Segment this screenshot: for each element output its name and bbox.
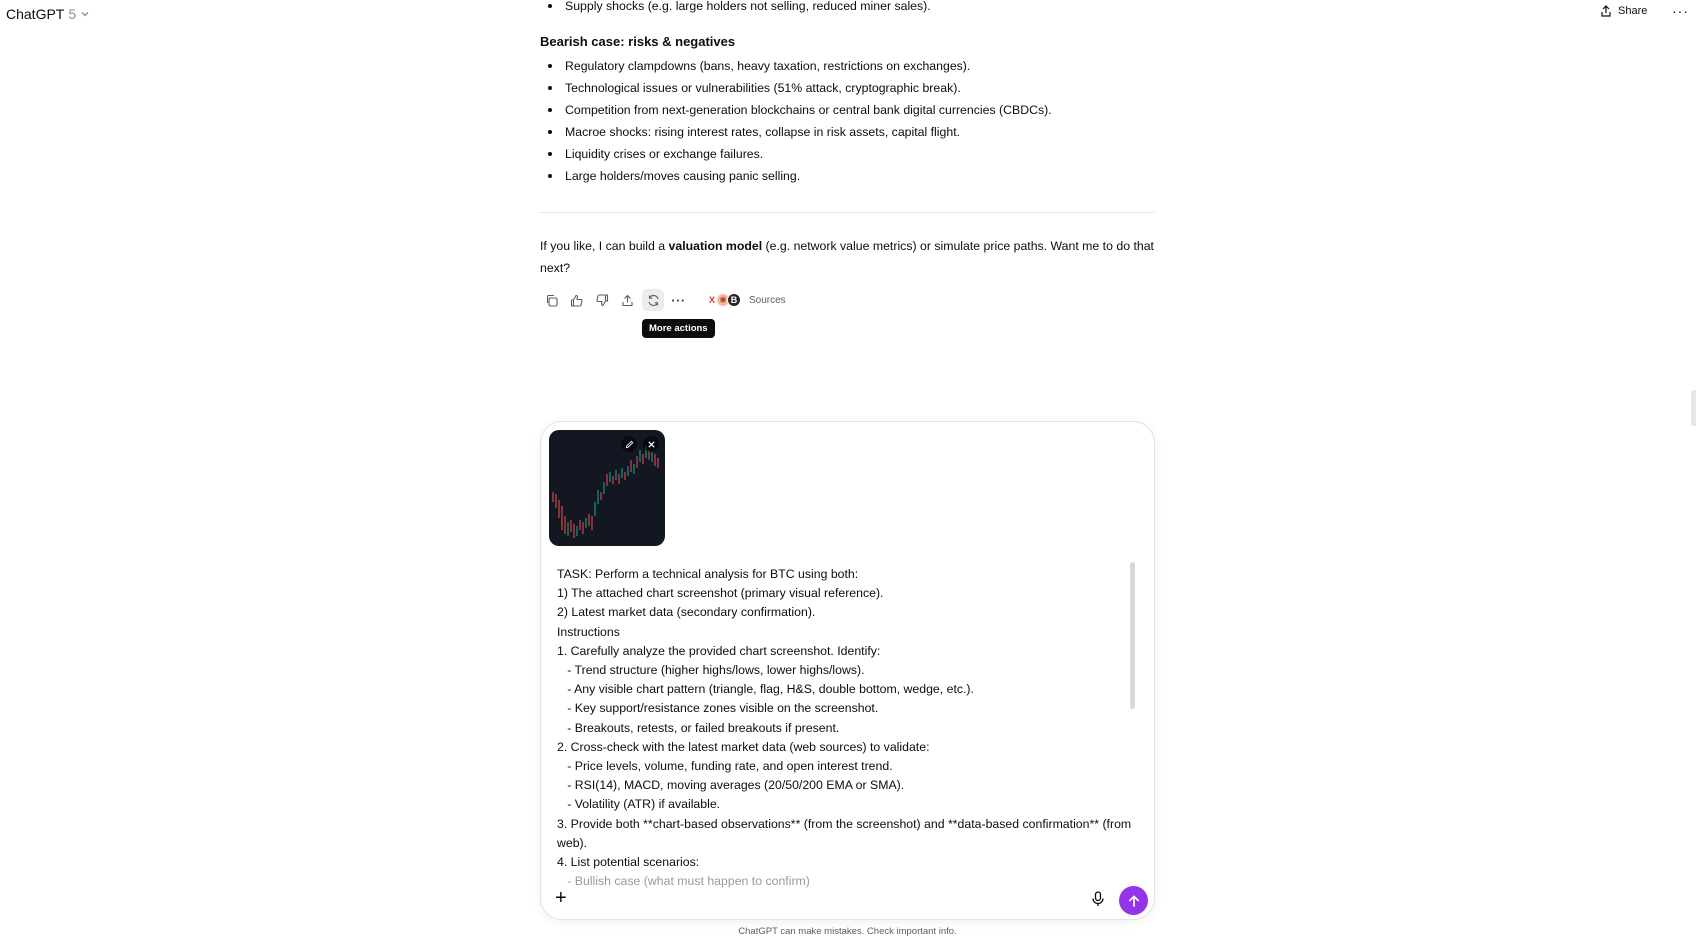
divider: [540, 212, 1155, 213]
send-button[interactable]: [1119, 886, 1148, 915]
edit-image-button[interactable]: [621, 436, 637, 452]
chevron-down-icon: [80, 9, 90, 19]
source-favicon: ✺: [716, 293, 730, 307]
share-label: Share: [1618, 5, 1648, 17]
share-message-button[interactable]: [617, 289, 639, 311]
prompt-line: - Breakouts, retests, or failed breakouts if present.: [557, 720, 840, 735]
share-icon: [1600, 5, 1612, 17]
upload-icon: [621, 294, 634, 307]
remove-image-button[interactable]: [643, 436, 659, 452]
arrow-up-icon: [1127, 894, 1141, 908]
list-item: Macroe shocks: rising interest rates, collapse in risk assets, capital flight.: [540, 121, 1052, 143]
copy-icon: [545, 294, 558, 307]
closing-suffix: (e.g. network value metrics) or simulate price paths. Want me to do that next?: [540, 239, 1154, 275]
bullish-list-tail: [540, 0, 931, 17]
prompt-line: - Any visible chart pattern (triangle, flag, H&S, double bottom, wedge, etc.).: [557, 682, 974, 697]
add-attachment-button[interactable]: +: [555, 887, 567, 909]
thumbs-up-icon: [570, 294, 583, 307]
prompt-line: - RSI(14), MACD, moving averages (20/50/200 EMA or SMA).: [557, 778, 905, 793]
model-switcher[interactable]: [6, 6, 90, 22]
microphone-icon[interactable]: [1091, 891, 1105, 907]
source-favicon: X: [705, 293, 719, 307]
closing-paragraph: [540, 235, 1155, 279]
share-button[interactable]: [1600, 5, 1647, 17]
close-icon: [647, 440, 656, 449]
more-options-icon[interactable]: ···: [1672, 3, 1689, 19]
prompt-line: Instructions: [557, 624, 620, 639]
copy-button[interactable]: [540, 289, 562, 311]
closing-prefix: If you like, I can build a: [540, 239, 669, 253]
more-actions-tooltip: More actions: [642, 319, 715, 338]
prompt-line: - Trend structure (higher highs/lows, lower highs/lows).: [557, 663, 865, 678]
pencil-icon: [625, 440, 634, 449]
thumbs-up-button[interactable]: [566, 289, 588, 311]
prompt-line: 1. Carefully analyze the provided chart screenshot. Identify:: [557, 643, 881, 658]
prompt-textarea[interactable]: [557, 565, 1132, 889]
thumbs-down-button[interactable]: [591, 289, 613, 311]
prompt-line: 2) Latest market data (secondary confirmation).: [557, 605, 816, 620]
bearish-list: [540, 55, 1052, 187]
prompt-line: - Price levels, volume, funding rate, and open interest trend.: [557, 759, 893, 774]
message-actions: [540, 289, 786, 311]
textarea-scrollbar[interactable]: [1130, 562, 1135, 709]
list-item: Large holders/moves causing panic selling.: [540, 165, 1052, 187]
prompt-line: - Volatility (ATR) if available.: [557, 797, 721, 812]
list-item: Regulatory clampdowns (bans, heavy taxation, restrictions on exchanges).: [540, 55, 1052, 77]
list-item: Liquidity crises or exchange failures.: [540, 143, 1052, 165]
prompt-line: 1) The attached chart screenshot (primary visual reference).: [557, 586, 884, 601]
regenerate-button[interactable]: [642, 289, 664, 311]
disclaimer: ChatGPT can make mistakes. Check important info.: [738, 926, 957, 937]
prompt-line: 2. Cross-check with the latest market data (web sources) to validate:: [557, 739, 930, 754]
source-favicon: B: [727, 293, 741, 307]
composer: [540, 421, 1155, 920]
refresh-icon: [647, 294, 660, 307]
list-item: Technological issues or vulnerabilities (51% attack, cryptographic break).: [540, 77, 1052, 99]
model-version: 5: [68, 6, 77, 22]
side-panel-handle[interactable]: [1691, 390, 1696, 426]
attached-image[interactable]: [549, 430, 665, 546]
thumbs-down-icon: [596, 294, 609, 307]
prompt-line: 3. Provide both **chart-based observations** (from the screenshot) and **data-based confirmation** (from web).: [557, 816, 1132, 850]
closing-bold: valuation model: [668, 239, 763, 253]
prompt-line: - Key support/resistance zones visible on the screenshot.: [557, 701, 879, 716]
more-actions-button[interactable]: ···: [671, 292, 686, 308]
prompt-line: TASK: Perform a technical analysis for BTC using both:: [557, 567, 859, 581]
prompt-line: 4. List potential scenarios:: [557, 855, 700, 870]
list-item: Supply shocks (e.g. large holders not selling, reduced miner sales).: [540, 0, 931, 17]
list-item: Competition from next-generation blockchains or central bank digital currencies (CBDCs).: [540, 99, 1052, 121]
app-name: ChatGPT: [6, 6, 65, 22]
prompt-line: - Bullish case (what must happen to confirm): [557, 874, 810, 889]
sources-label: Sources: [749, 294, 786, 306]
sources-button[interactable]: [705, 293, 786, 307]
bearish-heading: Bearish case: risks & negatives: [540, 34, 736, 49]
source-favicons: [705, 293, 741, 307]
